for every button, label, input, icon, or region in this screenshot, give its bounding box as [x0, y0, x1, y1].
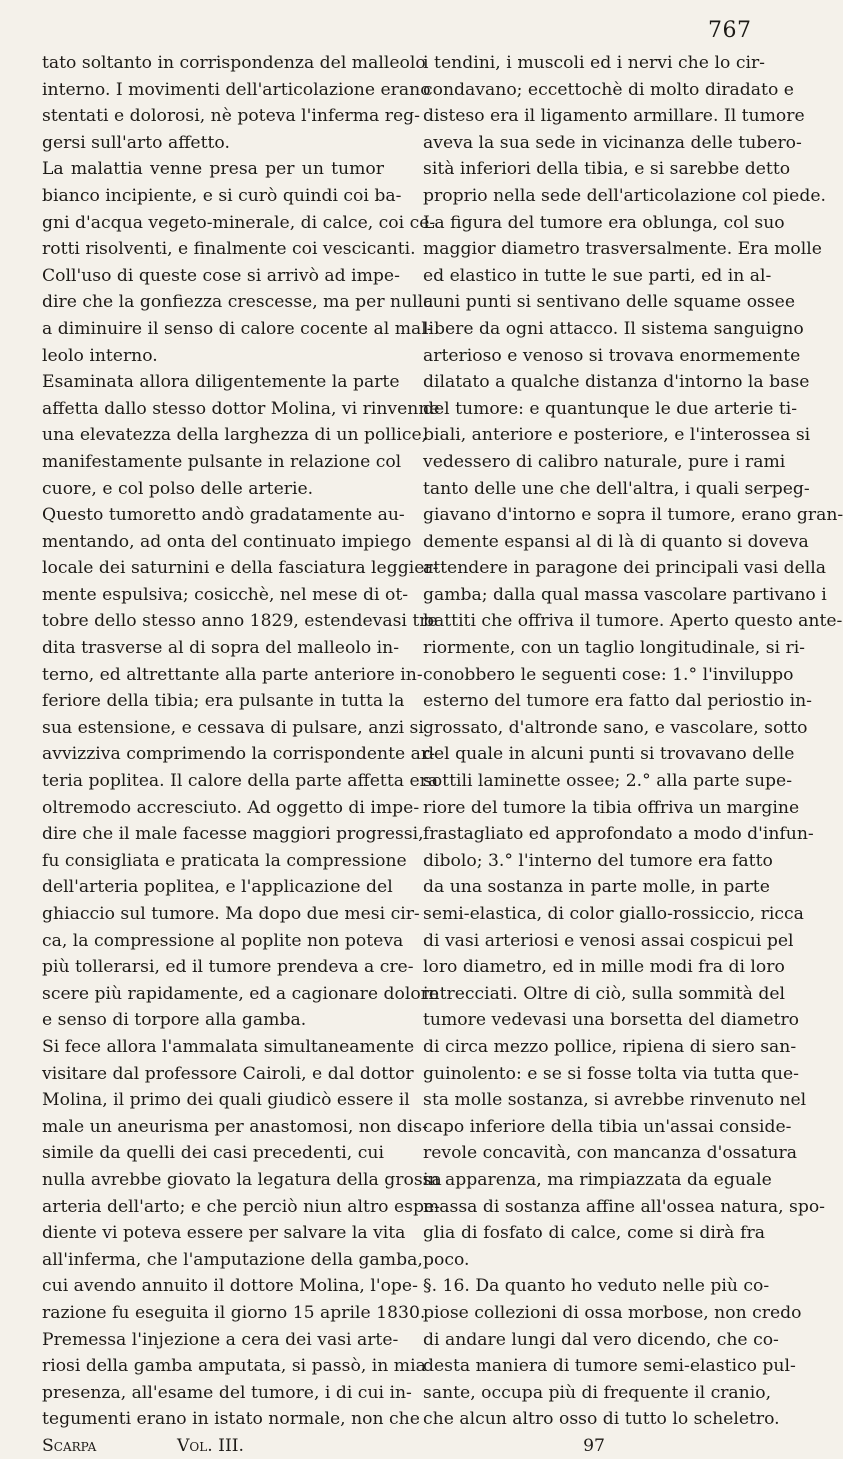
- text-line: disteso era il ligamento armillare. Il tumore: [423, 106, 805, 127]
- text-line: Esaminata allora diligentemente la parte: [42, 372, 400, 393]
- text-line: interno. I movimenti dell'articolazione erano: [42, 79, 431, 100]
- text-line: riore del tumore la tibia offriva un margine: [423, 797, 800, 818]
- text-line: riormente, con un taglio longitudinale, si ri-: [423, 638, 805, 659]
- text-line: bianco incipiente, e si curò quindi coi ba-: [42, 185, 402, 206]
- text-line: dibolo; 3.° l'interno del tumore era fatto: [423, 850, 773, 871]
- text-line: presenza, all'esame del tumore, i di cui in-: [42, 1382, 412, 1403]
- text-line: conobbero le seguenti cose: 1.° l'inviluppo: [423, 664, 794, 685]
- text-line: che alcun altro osso di tutto lo scheletro.: [423, 1409, 780, 1430]
- text-line: massa di sostanza affine all'ossea natura, spo-: [423, 1196, 825, 1217]
- text-line: vedessero di calibro naturale, pure i rami: [423, 451, 786, 472]
- text-line: avvizziva comprimendo la corrispondente ar-: [42, 744, 435, 765]
- text-line: giavano d'intorno e sopra il tumore, erano gran-: [423, 505, 843, 526]
- text-line: semi-elastica, di color giallo-rossiccio, ricca: [423, 904, 804, 924]
- text-line: tegumenti erano in istato normale, non che: [42, 1409, 420, 1430]
- text-line: stentati e dolorosi, nè poteva l'inferma reg-: [42, 106, 420, 127]
- text-line: tato soltanto in corrispondenza del malleolo: [42, 53, 426, 73]
- text-line: male un aneurisma per anastomosi, non dis-: [42, 1116, 428, 1137]
- text-line: maggior diametro trasversalmente. Era molle: [423, 239, 822, 260]
- text-line: libere da ogni attacco. Il sistema sanguigno: [423, 318, 804, 339]
- text-line: scere più rapidamente, ed a cagionare dolore: [42, 983, 440, 1004]
- text-line: sta molle sostanza, si avrebbe rinvenuto nel: [423, 1090, 807, 1111]
- signature-author: Scarpa: [42, 1435, 97, 1456]
- text-line: arterioso e venoso si trovava enormemente: [423, 345, 801, 366]
- text-line: sottili laminette ossee; 2.° alla parte supe-: [423, 771, 793, 792]
- text-line: capo inferiore della tibia un'assai conside-: [423, 1116, 792, 1137]
- text-line: battiti che offriva il tumore. Aperto questo ante-: [423, 611, 843, 632]
- text-line: cui avendo annuito il dottore Molina, l'ope-: [42, 1276, 418, 1297]
- text-line: tanto delle une che dell'altra, i quali serpeg-: [423, 478, 810, 499]
- text-line: tobre dello stesso anno 1829, estendevasi tre: [42, 611, 438, 632]
- text-line: rotti risolventi, e finalmente coi vescicanti.: [42, 239, 416, 260]
- text-line: riosi della gamba amputata, si passò, in mia: [42, 1356, 426, 1377]
- text-line: grossato, d'altronde sano, e vascolare, sotto: [423, 717, 808, 738]
- left-column: [42, 50, 442, 1459]
- text-line: locale dei saturnini e della fasciatura leggier-: [42, 558, 439, 579]
- text-line: all'inferma, che l'amputazione della gamba,: [42, 1249, 423, 1270]
- text-line: ed elastico in tutte le sue parti, ed in al-: [423, 265, 772, 286]
- text-line: cuni punti si sentivano delle squame ossee: [423, 292, 796, 313]
- text-line: dire che la gonfiezza crescesse, ma per nulla: [42, 292, 434, 313]
- text-line: razione fu eseguita il giorno 15 aprile 1830.: [42, 1302, 426, 1323]
- text-line: La malattia venne presa per un tumor: [42, 159, 384, 180]
- text-line: tumore vedevasi una borsetta del diametro: [423, 1010, 800, 1031]
- text-line: del tumore: e quantunque le due arterie ti-: [423, 398, 798, 419]
- text-line: gni d'acqua vegeto-minerale, di calce, coi ce-: [42, 212, 436, 233]
- text-line: cuore, e col polso delle arterie.: [42, 478, 314, 499]
- text-line: mentando, ad onta del continuato impiego: [42, 531, 412, 552]
- text-line: biali, anteriore e posteriore, e l'interossea si: [423, 425, 811, 446]
- signature-volume: Vol. III.: [177, 1435, 244, 1456]
- text-line: diente vi poteva essere per salvare la vita: [42, 1223, 406, 1244]
- text-line: Premessa l'injezione a cera dei vasi arte-: [42, 1329, 399, 1350]
- text-line: revole concavità, con mancanza d'ossatura: [423, 1143, 798, 1164]
- right-column: [423, 50, 843, 1459]
- text-line: feriore della tibia; era pulsante in tutta la: [42, 691, 405, 712]
- text-line: Questo tumoretto andò gradatamente au-: [42, 505, 405, 526]
- text-line: di vasi arteriosi e venosi assai cospicui pel: [423, 930, 794, 951]
- text-line: nulla avrebbe giovato la legatura della grossa: [42, 1169, 442, 1190]
- text-line: arteria dell'arto; e che perciò niun altro espe-: [42, 1196, 440, 1217]
- text-line: desta maniera di tumore semi-elastico pul-: [423, 1356, 796, 1377]
- text-line: in apparenza, ma rimpiazzata da eguale: [423, 1169, 772, 1190]
- text-line: sua estensione, e cessava di pulsare, anzi si: [42, 717, 424, 738]
- text-line: teria poplitea. Il calore della parte affetta era: [42, 771, 439, 792]
- text-line: Molina, il primo dei quali giudicò essere il: [42, 1090, 410, 1111]
- text-line: La figura del tumore era oblunga, col suo: [423, 212, 785, 233]
- text-line: del quale in alcuni punti si trovavano delle: [423, 744, 795, 765]
- signature-line: [42, 1433, 384, 1459]
- text-line: demente espansi al di là di quanto si doveva: [423, 531, 809, 552]
- text-line: e senso di torpore alla gamba.: [42, 1010, 307, 1031]
- text-line: esterno del tumore era fatto dal periostio in-: [423, 691, 812, 712]
- text-line: dire che il male facesse maggiori progressi,: [42, 824, 424, 845]
- text-line: loro diametro, ed in mille modi fra di loro: [423, 957, 785, 978]
- text-line: di circa mezzo pollice, ripiena di siero san-: [423, 1036, 797, 1057]
- text-line: da una sostanza in parte molle, in parte: [423, 877, 770, 898]
- text-line: gamba; dalla qual massa vascolare partivano i: [423, 584, 827, 605]
- text-line: terno, ed altrettante alla parte anteriore in-: [42, 664, 423, 685]
- text-line: aveva la sua sede in vicinanza delle tubero-: [423, 132, 802, 153]
- text-line: di andare lungi dal vero dicendo, che co-: [423, 1329, 779, 1350]
- text-line: dell'arteria poplitea, e l'applicazione del: [42, 877, 393, 898]
- text-line: gersi sull'arto affetto.: [42, 132, 230, 153]
- text-line: più tollerarsi, ed il tumore prendeva a cre-: [42, 957, 414, 978]
- text-line: Coll'uso di queste cose si arrivò ad impe-: [42, 265, 400, 286]
- text-line: Si fece allora l'ammalata simultaneamente: [42, 1036, 415, 1057]
- text-line: oltremodo accresciuto. Ad oggetto di impe-: [42, 797, 420, 818]
- text-line: sità inferiori della tibia, e si sarebbe detto: [423, 159, 791, 180]
- text-line: dilatato a qualche distanza d'intorno la base: [423, 372, 810, 393]
- text-line: ghiaccio sul tumore. Ma dopo due mesi cir-: [42, 904, 420, 924]
- text-line: dita trasverse al di sopra del malleolo in-: [42, 638, 400, 659]
- text-line: §. 16. Da quanto ho veduto nelle più co-: [423, 1276, 770, 1297]
- text-line: piose collezioni di ossa morbose, non credo: [423, 1302, 802, 1323]
- text-line: mente espulsiva; cosicchè, nel mese di ot-: [42, 584, 409, 605]
- page-number: 767: [708, 18, 752, 43]
- text-line: ca, la compressione al poplite non poteva: [42, 930, 404, 951]
- signature-mark: 97: [583, 1435, 605, 1456]
- text-line: guinolento: e se si fosse tolta via tutta que-: [423, 1063, 799, 1084]
- text-line: fu consigliata e praticata la compressione: [42, 850, 407, 871]
- text-line: manifestamente pulsante in relazione col: [42, 451, 402, 472]
- text-line: poco.: [423, 1249, 470, 1270]
- text-line: sante, occupa più di frequente il cranio,: [423, 1382, 772, 1403]
- text-line: glia di fosfato di calce, come si dirà fra: [423, 1223, 765, 1244]
- text-line: proprio nella sede dell'articolazione col piede.: [423, 185, 826, 206]
- text-line: attendere in paragone dei principali vasi della: [423, 558, 827, 579]
- text-line: condavano; eccettochè di molto diradato e: [423, 79, 794, 100]
- text-line: frastagliato ed approfondato a modo d'infun-: [423, 824, 814, 845]
- text-line: visitare dal professore Cairoli, e dal dottor: [42, 1063, 414, 1084]
- text-line: a diminuire il senso di calore cocente al mal-: [42, 318, 433, 339]
- text-line: simile da quelli dei casi precedenti, cui: [42, 1143, 384, 1164]
- text-line: una elevatezza della larghezza di un pollice,: [42, 425, 428, 446]
- text-line: leolo interno.: [42, 345, 158, 366]
- text-line: i tendini, i muscoli ed i nervi che lo cir-: [423, 53, 765, 73]
- text-line: intrecciati. Oltre di ciò, sulla sommità del: [423, 983, 786, 1004]
- text-line: affetta dallo stesso dottor Molina, vi rinvenne: [42, 398, 440, 419]
